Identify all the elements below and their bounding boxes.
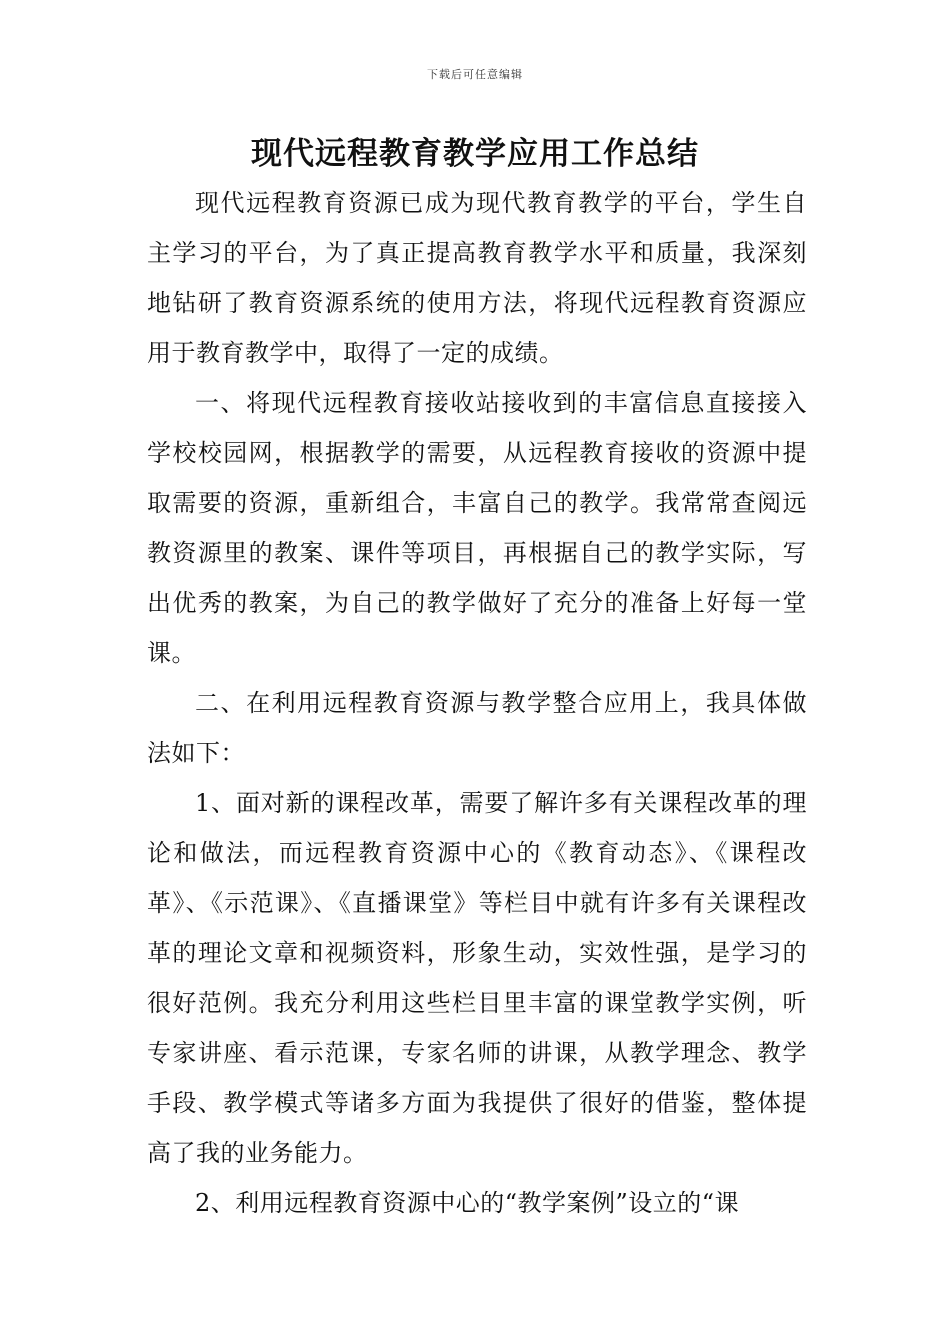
document-title: 现代远程教育教学应用工作总结: [251, 136, 699, 172]
header-note: 下载后可任意编辑: [427, 68, 523, 81]
paragraph-intro: 现代远程教育资源已成为现代教育教学的平台，学生自主学习的平台，为了真正提高教育教学水平和质量，我深刻地钻研了教育资源系统的使用方法，将现代远程教育资源应用于教育教学中，取得了一定的成绩。: [147, 189, 807, 367]
paragraph-item-2: 2、利用远程教育资源中心的“教学案例”设立的“课: [195, 1189, 740, 1217]
document-body: [147, 178, 807, 1228]
paragraph-section-2: 二、在利用远程教育资源与教学整合应用上，我具体做法如下：: [147, 689, 807, 767]
paragraph-item-1: 1、面对新的课程改革，需要了解许多有关课程改革的理论和做法，而远程教育资源中心的《教育动态》、《课程改革》、《示范课》、《直播课堂》等栏目中就有许多有关课程改革的理论文章和视频资料，形象生动，实效性强，是学习的很好范例。我充分利用这些栏目里丰富的课堂教学实例，听专家讲座、看示范课，专家名师的讲课，从教学理念、教学手段、教学模式等诸多方面为我提供了很好的借鉴，整体提高了我的业务能力。: [147, 789, 807, 1167]
paragraph-section-1: 一、将现代远程教育接收站接收到的丰富信息直接接入学校校园网，根据教学的需要，从远程教育接收的资源中提取需要的资源，重新组合，丰富自己的教学。我常常查阅远教资源里的教案、课件等项目，再根据自己的教学实际，写出优秀的教案，为自己的教学做好了充分的准备上好每一堂课。: [147, 389, 807, 667]
